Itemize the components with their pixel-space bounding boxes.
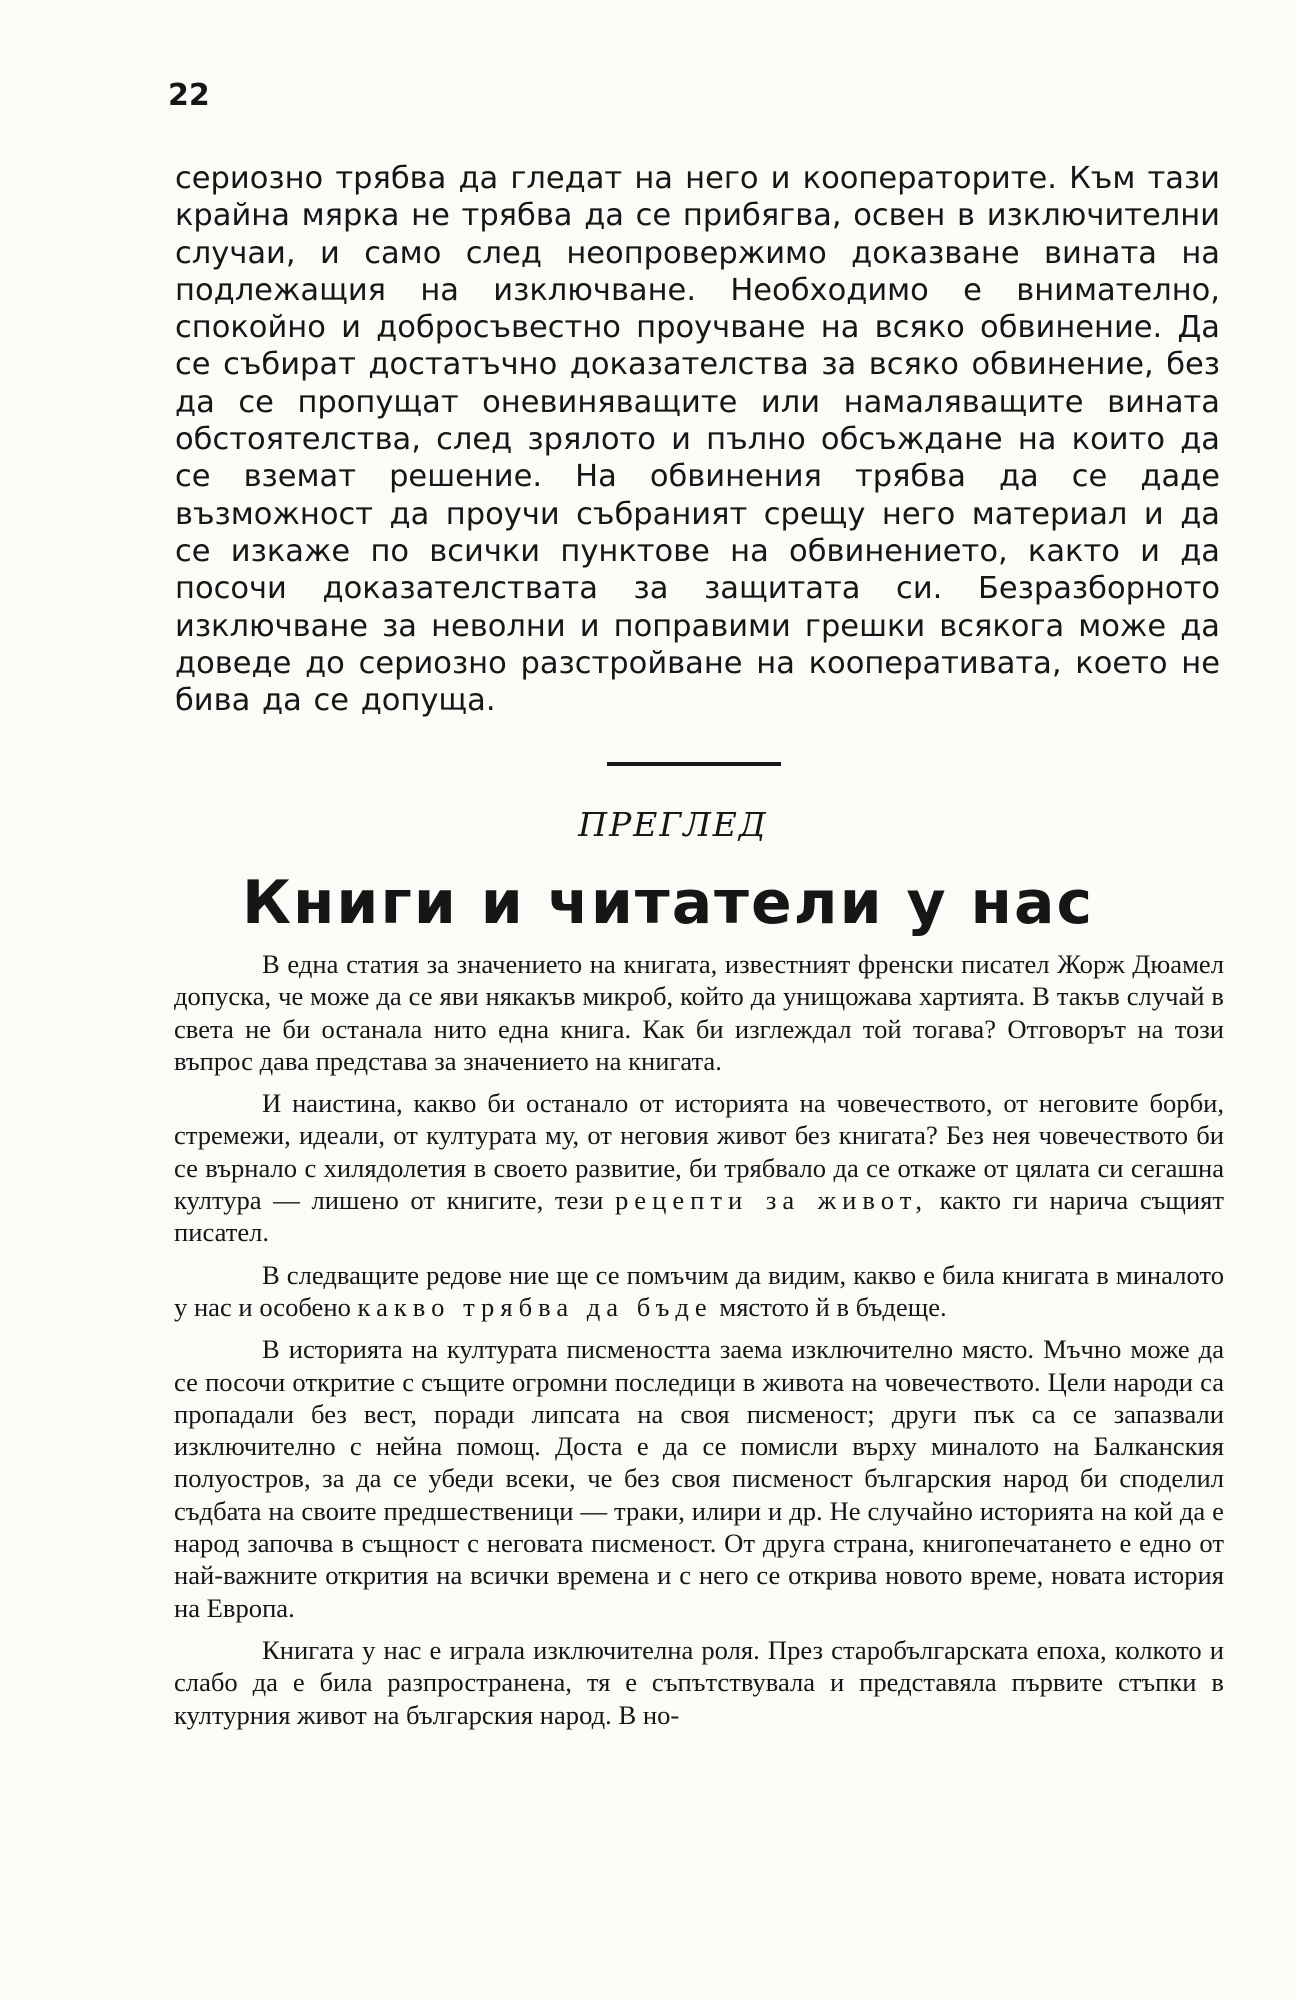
paragraph-2-text-a: И наистина, какво би останало от историята на човечеството, от неговите борби, стремежи, идеали, от културата му, от неговия живот без книгата? Без нея човечеството би се върнало с хилядолетия в своето развитие, би трябвало да се откаже от цялата си сегашна култура — лишено от книгите, тези	[174, 1088, 1224, 1216]
paragraph-2-text-b: както ги нарича същият писател.	[174, 1185, 1224, 1248]
article-paragraph-1: В една статия за значението на книгата, известният френски писател Жорж Дюамел допуска, че може да се яви някакъв микроб, който да унищожава хартията. В такъв случай в света не би останала нито една книга. Как би изглеждал той тогава? Отговорът на този въпрос дава представа за значението на книгата.	[174, 949, 1224, 1076]
paragraph-3-text-a: В следващите редове ние ще се помъчим да видим, какво е била книгата в миналото у нас и особено	[174, 1259, 1224, 1322]
upper-text-block	[175, 160, 1220, 719]
section-label: ПРЕГЛЕД	[578, 805, 768, 844]
article-paragraph-2	[174, 1087, 1224, 1248]
paragraph-3-spaced-phrase: какво трябва да бъде	[357, 1291, 713, 1322]
paragraph-2-spaced-phrase: рецепти за живот,	[614, 1185, 928, 1216]
article-paragraph-3	[174, 1259, 1224, 1324]
page-number: 22	[168, 78, 210, 113]
article-paragraph-4: В историята на културата писмеността заема изключително място. Мъчно може да се посочи откритие с същите огромни последици в живота на човечеството. Цели народи са пропадали без вест, поради липсата на своя писменост; други пък са се запазвали изключително с нейна помощ. Доста е да се помисли върху миналото на Балканския полуостров, за да се убеди всеки, че без своя писменост българския народ би споделил съдбата на своите предшественици — траки, илири и др. Не случайно историята на кой да е народ започва в същност с неговата писменост. От друга страна, книгопечатането е едно от най-важните открития на всички времена и с него се открива новото време, новата история на Европа.	[174, 1334, 1224, 1623]
article-paragraph-5: Книгата у нас е играла изключителна роля. През старобългарската епоха, колкото и слабо да е била разпространена, тя е съпътствувала и представяла първите стъпки в културния живот на българския народ. В но-	[174, 1634, 1224, 1730]
paragraph-3-text-b: мястото й в бъдеще.	[719, 1291, 947, 1322]
upper-paragraph: сериозно трябва да гледат на него и кооператорите. Към тази крайна мярка не трябва да се прибягва, освен в изключителни случаи, и само след неопровержимо доказване вината на подлежащия на изключване. Необходимо е внимателно, спокойно и добросъвестно проучване на всяко обвинение. Да се събират достатъчно доказателства за всяко обвинение, без да се пропущат оневиняващите или намаляващите вината обстоятелства, след зрялото и пълно обсъждане на които да се вземат решение. На обвинения трябва да се даде възможност да проучи събраният срещу него материал и да се изкаже по всички пунктове на обвинението, както и да посочи доказателствата за защитата си. Безразборното изключване за неволни и поправими грешки всякога може да доведе до сериозно разстройване на кооперативата, което не бива да се допуща.	[175, 161, 1220, 719]
section-divider	[607, 762, 781, 766]
article-body	[174, 948, 1224, 1741]
article-title: Книги и читатели у нас	[241, 868, 1095, 938]
